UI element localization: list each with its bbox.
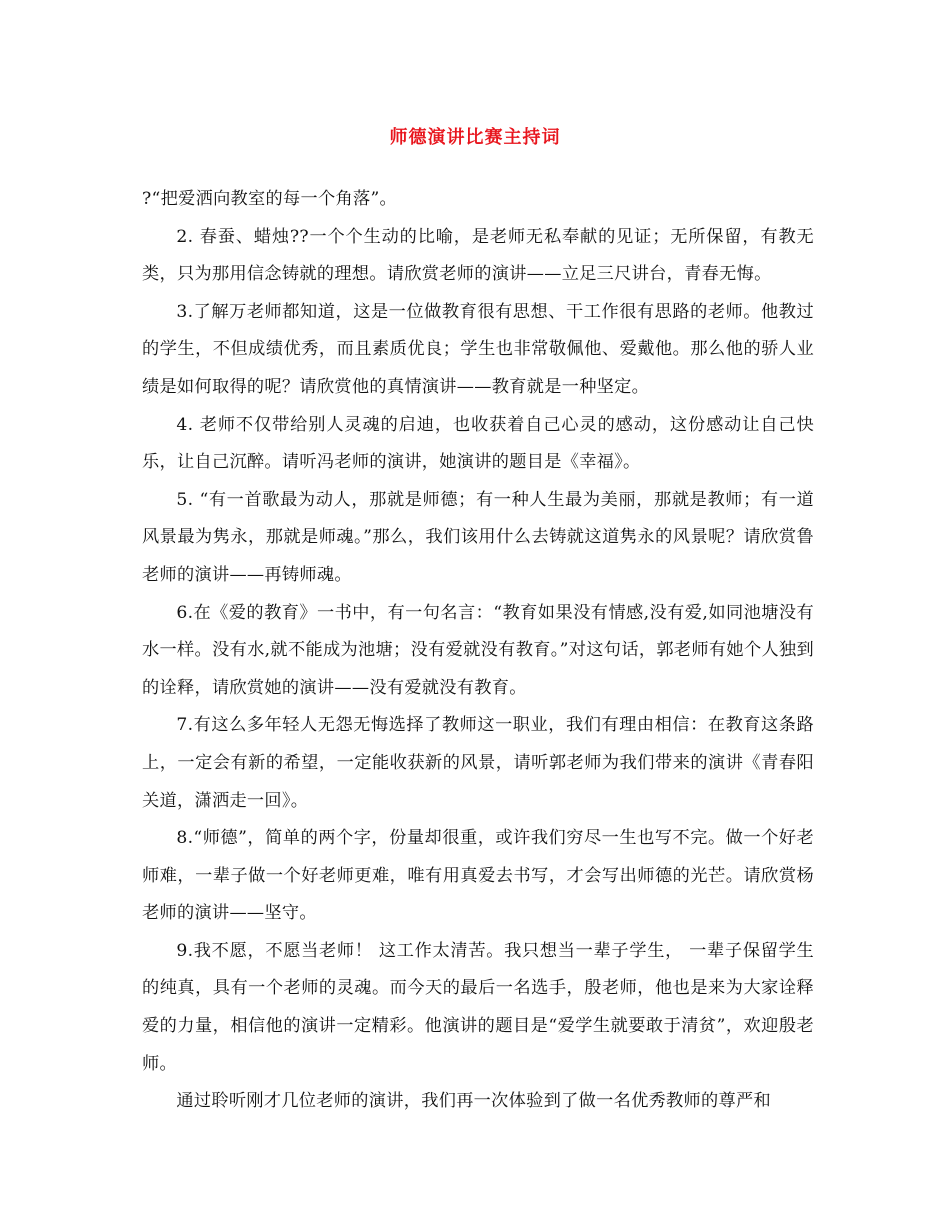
paragraph-9: 9.我不愿，不愿当老师！ 这工作太清苦。我只想当一辈子学生， 一辈子保留学生的纯真，具有一个老师的灵魂。而今天的最后一名选手，殷老师，他也是来为大家诠释爱的力量，相信他的演讲一定精彩。他演讲的题目是“爱学生就要敢于清贫”，欢迎殷老师。 xyxy=(142,940,814,1074)
paragraph-6: 6.在《爱的教育》一书中，有一句名言：“教育如果没有情感,没有爱,如同池塘没有水一样。没有水,就不能成为池塘；没有爱就没有教育。”对这句话，郭老师有她个人独到的诠释，请欣赏她的演讲——没有爱就没有教育。 xyxy=(142,602,814,698)
paragraph-5: 5. “有一首歌最为动人，那就是师德；有一种人生最为美丽，那就是教师；有一道风景最为隽永，那就是师魂。”那么，我们该用什么去铸就这道隽永的风景呢？请欣赏鲁老师的演讲——再铸师魂。 xyxy=(142,489,814,585)
document-title: 师德演讲比赛主持词 xyxy=(389,127,561,148)
paragraph-closing: 通过聆听刚才几位老师的演讲，我们再一次体验到了做一名优秀教师的尊严和 xyxy=(176,1091,771,1112)
paragraph-intro: ?“把爱洒向教室的每一个角落”。 xyxy=(142,189,398,209)
paragraph-2: 2. 春蚕、蜡烛??一个个生动的比喻，是老师无私奉献的见证；无所保留，有教无类，只为那用信念铸就的理想。请欣赏老师的演讲——立足三尺讲台，青春无悔。 xyxy=(142,226,814,285)
paragraph-3: 3.了解万老师都知道，这是一位做教育很有思想、干工作很有思路的老师。他教过的学生，不但成绩优秀，而且素质优良；学生也非常敬佩他、爱戴他。那么他的骄人业绩是如何取得的呢？请欣赏他的真情演讲——教育就是一种坚定。 xyxy=(142,301,814,397)
paragraph-7: 7.有这么多年轻人无怨无悔选择了教师这一职业，我们有理由相信：在教育这条路上，一定会有新的希望，一定能收获新的风景，请听郭老师为我们带来的演讲《青春阳关道，潇洒走一回》。 xyxy=(142,715,814,811)
paragraph-8: 8.“师德”，简单的两个字，份量却很重，或许我们穷尽一生也写不完。做一个好老师难，一辈子做一个好老师更难，唯有用真爱去书写，才会写出师德的光芒。请欣赏杨老师的演讲——坚守。 xyxy=(142,828,814,924)
document-body xyxy=(142,181,814,1121)
paragraph-4: 4. 老师不仅带给别人灵魂的启迪，也收获着自己心灵的感动，这份感动让自己快乐，让自己沉醉。请听冯老师的演讲，她演讲的题目是《幸福》。 xyxy=(142,414,814,473)
